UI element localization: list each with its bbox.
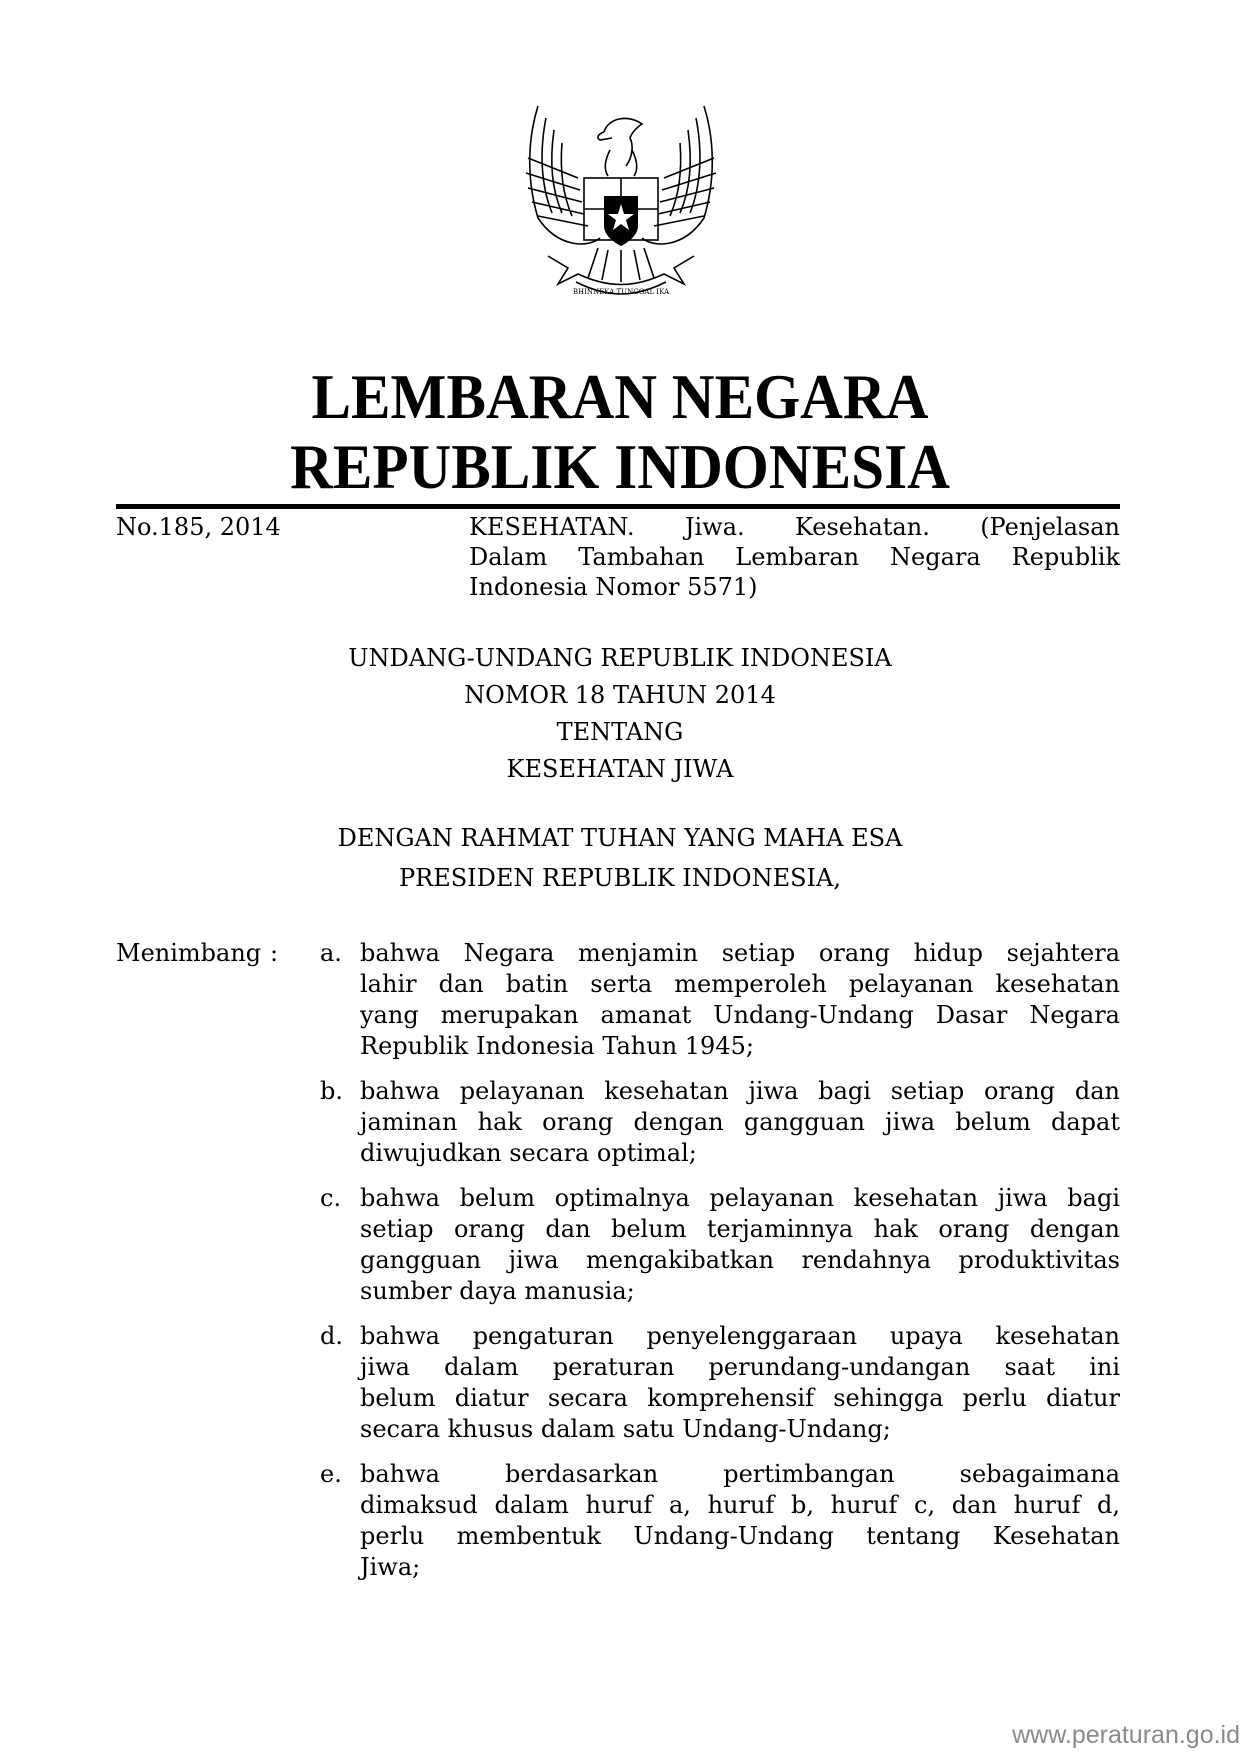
item-line: diwujudkan secara optimal; bbox=[360, 1139, 697, 1167]
item-marker: b. bbox=[320, 1077, 343, 1105]
gazette-description bbox=[469, 512, 1120, 602]
masthead-line-2: REPUBLIK INDONESIA bbox=[290, 432, 950, 502]
item-line: jiwa dalam peraturan perundang-undangan saat ini bbox=[360, 1353, 1120, 1381]
law-title-line: UNDANG-UNDANG REPUBLIK INDONESIA bbox=[348, 644, 892, 672]
preamble-line-2: PRESIDEN REPUBLIK INDONESIA, bbox=[398, 864, 841, 892]
item-line: sumber daya manusia; bbox=[360, 1277, 635, 1305]
svg-text:BHINNEKA TUNGGAL IKA: BHINNEKA TUNGGAL IKA bbox=[572, 288, 670, 296]
gazette-number: No.185, 2014 bbox=[116, 513, 281, 541]
item-line: yang merupakan amanat Undang-Undang Dasar Negara bbox=[360, 1001, 1120, 1029]
law-title-block bbox=[0, 640, 1240, 788]
item-line: secara khusus dalam satu Undang-Undang; bbox=[360, 1415, 891, 1443]
preamble-block bbox=[0, 818, 1240, 898]
list-item bbox=[320, 1076, 1120, 1169]
item-line: bahwa pengaturan penyelenggaraan upaya kesehatan bbox=[360, 1322, 1120, 1350]
item-marker: c. bbox=[320, 1184, 342, 1212]
item-text bbox=[360, 1076, 1120, 1169]
garuda-emblem-icon bbox=[518, 98, 724, 310]
law-tentang: TENTANG bbox=[556, 718, 684, 746]
item-line: belum diatur secara komprehensif sehingga perlu diatur bbox=[360, 1384, 1120, 1412]
item-line: jaminan hak orang dengan gangguan jiwa belum dapat bbox=[360, 1108, 1120, 1136]
item-text bbox=[360, 938, 1120, 1062]
item-text bbox=[360, 1321, 1120, 1445]
menimbang-list bbox=[320, 938, 1120, 1597]
preamble-line-1: DENGAN RAHMAT TUHAN YANG MAHA ESA bbox=[337, 824, 903, 852]
law-number: NOMOR 18 TAHUN 2014 bbox=[464, 681, 776, 709]
item-line: gangguan jiwa mengakibatkan rendahnya produktivitas bbox=[360, 1246, 1120, 1274]
list-item bbox=[320, 1183, 1120, 1307]
menimbang-colon: : bbox=[270, 939, 279, 967]
masthead-line-1: LEMBARAN NEGARA bbox=[311, 362, 929, 432]
item-line: Jiwa; bbox=[360, 1553, 421, 1581]
item-line: setiap orang dan belum terjaminnya hak orang dengan bbox=[360, 1215, 1120, 1243]
list-item bbox=[320, 1321, 1120, 1445]
item-line: perlu membentuk Undang-Undang tentang Kesehatan bbox=[360, 1522, 1120, 1550]
item-line: Republik Indonesia Tahun 1945; bbox=[360, 1032, 754, 1060]
item-text bbox=[360, 1183, 1120, 1307]
item-text bbox=[360, 1459, 1120, 1583]
item-line: lahir dan batin serta memperoleh pelayanan kesehatan bbox=[360, 970, 1120, 998]
list-item bbox=[320, 1459, 1120, 1583]
description-line: Indonesia Nomor 5571) bbox=[469, 573, 758, 601]
item-marker: a. bbox=[320, 939, 342, 967]
law-subject: KESEHATAN JIWA bbox=[506, 755, 734, 783]
description-line: Dalam Tambahan Lembaran Negara Republik bbox=[469, 543, 1120, 571]
item-marker: e. bbox=[320, 1460, 342, 1488]
item-line: dimaksud dalam huruf a, huruf b, huruf c, dan huruf d, bbox=[360, 1491, 1120, 1519]
source-watermark: www.peraturan.go.id bbox=[1012, 1721, 1240, 1749]
header-rule bbox=[116, 504, 1120, 509]
item-line: bahwa belum optimalnya pelayanan kesehatan jiwa bagi bbox=[360, 1184, 1120, 1212]
item-marker: d. bbox=[320, 1322, 343, 1350]
menimbang-label: Menimbang bbox=[116, 939, 262, 967]
item-line: bahwa berdasarkan pertimbangan sebagaimana bbox=[360, 1460, 1120, 1488]
description-line: KESEHATAN. Jiwa. Kesehatan. (Penjelasan bbox=[469, 513, 1120, 541]
list-item bbox=[320, 938, 1120, 1062]
item-line: bahwa Negara menjamin setiap orang hidup sejahtera bbox=[360, 939, 1120, 967]
item-line: bahwa pelayanan kesehatan jiwa bagi setiap orang dan bbox=[360, 1077, 1120, 1105]
